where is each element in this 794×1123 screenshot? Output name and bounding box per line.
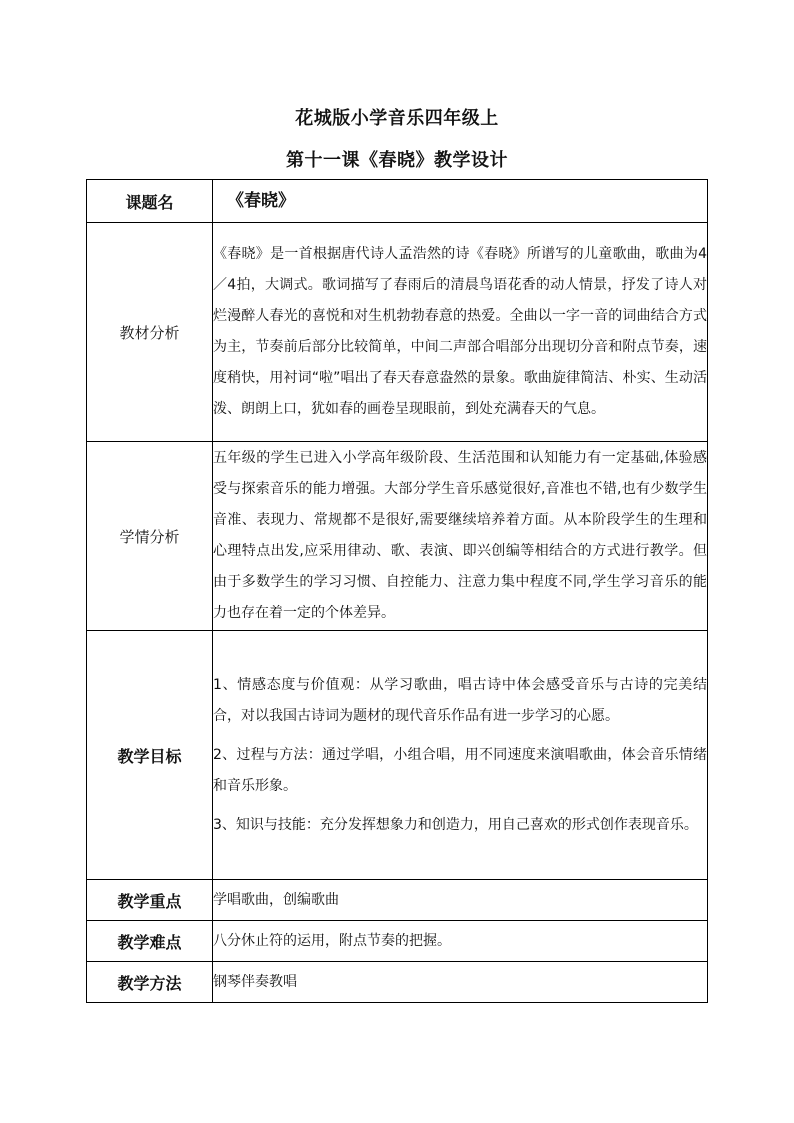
topic-value: 《春晓》 (213, 180, 708, 223)
topic-label: 课题名 (87, 180, 213, 223)
material-analysis-text: 《春晓》是一首根据唐代诗人孟浩然的诗《春晓》所谱写的儿童歌曲，歌曲为4／4拍，大调式。歌词描写了春雨后的清晨鸟语花香的动人情景，抒发了诗人对烂漫醉人春光的喜悦和对生机勃勃春意的热爱。全曲以一字一音的词曲结合方式为主，节奏前后部分比较简单，中间二声部合唱部分出现切分音和附点节奏，速度稍快，用衬词“啦”唱出了春天春意盎然的景象。歌曲旋律简洁、朴实、生动活泼、朗朗上口，犹如春的画卷呈现眼前，到处充满春天的气息。 (213, 223, 708, 442)
table-row (87, 180, 708, 223)
material-analysis-label: 教材分析 (87, 223, 213, 442)
document-title: 花城版小学音乐四年级上 (295, 108, 499, 129)
table-row (87, 223, 708, 442)
objectives-content (213, 631, 708, 880)
methods-label: 教学方法 (87, 962, 213, 1003)
student-analysis-text: 五年级的学生已进入小学高年级阶段、生活范围和认知能力有一定基础,体验感受与探索音乐的能力增强。大部分学生音乐感觉很好,音准也不错,也有少数学生音准、表现力、常规都不是很好,需要继续培养着方面。从本阶段学生的生理和心理特点出发,应采用律动、歌、表演、即兴创编等相结合的方式进行教学。但由于多数学生的学习习惯、自控能力、注意力集中程度不同,学生学习音乐的能力也存在着一定的个体差异。 (213, 442, 708, 631)
lesson-plan-table (86, 179, 708, 1003)
table-row (87, 962, 708, 1003)
objective-item: 3、知识与技能：充分发挥想象力和创造力，用自己喜欢的形式创作表现音乐。 (213, 816, 698, 833)
key-points-label: 教学重点 (87, 880, 213, 921)
objective-item: 2、过程与方法：通过学唱，小组合唱，用不同速度来演唱歌曲，体会音乐情绪和音乐形象。 (213, 746, 707, 794)
document-subtitle: 第十一课《春晓》教学设计 (286, 150, 508, 171)
difficulties-label: 教学难点 (87, 921, 213, 962)
table-row (87, 921, 708, 962)
difficulties-value: 八分休止符的运用，附点节奏的把握。 (213, 921, 708, 962)
methods-value: 钢琴伴奏教唱 (213, 962, 708, 1003)
objectives-label: 教学目标 (87, 631, 213, 880)
objective-item: 1、情感态度与价值观：从学习歌曲，唱古诗中体会感受音乐与古诗的完美结合，对以我国古诗词为题材的现代音乐作品有进一步学习的心愿。 (213, 676, 707, 724)
table-row (87, 442, 708, 631)
student-analysis-label: 学情分析 (87, 442, 213, 631)
key-points-value: 学唱歌曲，创编歌曲 (213, 880, 708, 921)
table-row (87, 880, 708, 921)
table-row (87, 631, 708, 880)
